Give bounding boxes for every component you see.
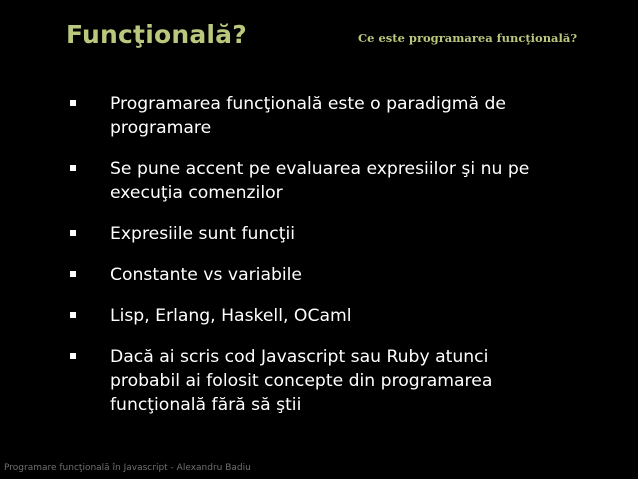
slide-title: Funcţională? [66, 20, 247, 49]
bullet-text: Se pune accent pe evaluarea expresiilor şi nu pe execuţia comenzilor [110, 159, 530, 203]
bullet-text: Programarea funcţională este o paradigmă de programare [110, 94, 506, 138]
bullet-item [0, 92, 530, 140]
bullet-item [0, 304, 530, 328]
square-bullet-icon [70, 230, 76, 236]
bullet-text: Constante vs variabile [110, 265, 303, 285]
bullet-item [0, 222, 530, 246]
square-bullet-icon [70, 271, 76, 277]
bullet-item [0, 157, 530, 205]
bullet-item [0, 345, 530, 417]
slide-footer: Programare funcţională în Javascript - Alexandru Badiu [4, 463, 251, 473]
slide-subtitle: Ce este programarea funcţională? [358, 31, 578, 45]
bullet-list [0, 92, 638, 434]
square-bullet-icon [70, 165, 76, 171]
square-bullet-icon [70, 100, 76, 106]
bullet-text: Lisp, Erlang, Haskell, OCaml [110, 306, 352, 326]
bullet-text: Expresiile sunt funcţii [110, 224, 296, 244]
square-bullet-icon [70, 312, 76, 318]
square-bullet-icon [70, 353, 76, 359]
bullet-item [0, 263, 530, 287]
bullet-text: Dacă ai scris cod Javascript sau Ruby atunci probabil ai folosit concepte din programarea funcţională fără să ştii [110, 347, 493, 415]
